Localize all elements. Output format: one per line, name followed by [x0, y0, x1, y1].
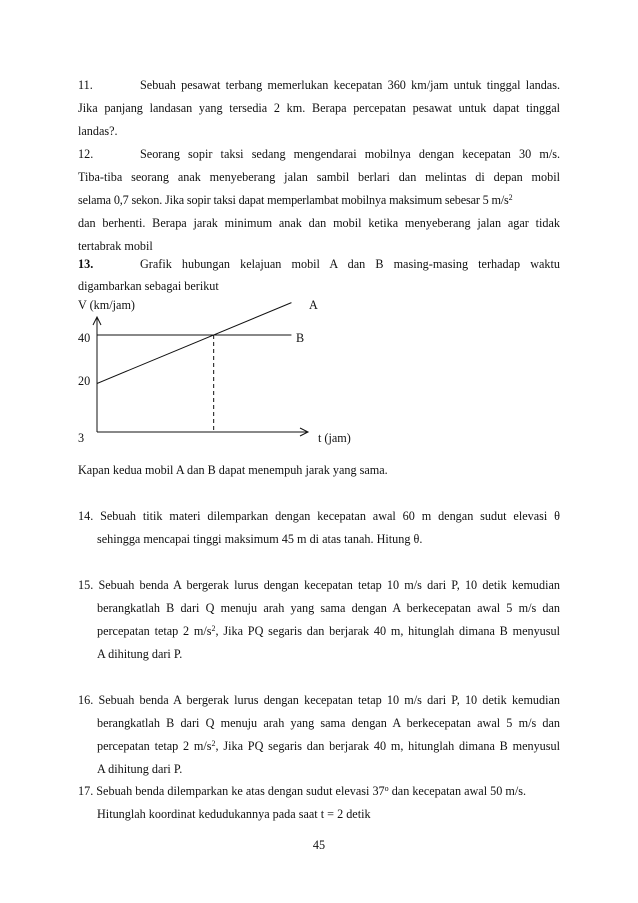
x-axis-label: t (jam)	[318, 431, 351, 445]
q12-line-4: dan berhenti. Berapa jarak minimum anak dan mobil ketika menyeberang jalan agar tidak	[78, 216, 560, 230]
series-label-a: A	[309, 298, 318, 312]
q11-line-1: 11. Sebuah pesawat terbang memerlukan kecepatan 360 km/jam untuk tinggal landas.	[78, 78, 560, 92]
q17-line-1: 17. Sebuah benda dilemparkan ke atas dengan sudut elevasi 37$^o$ dan kecepatan awal 50 m/s.	[78, 784, 527, 798]
q13-line-2: digambarkan sebagai berikut	[78, 279, 219, 293]
q11-line-2: Jika panjang landasan yang tersedia 2 km. Berapa percepatan pesawat untuk dapat tinggal	[78, 101, 560, 115]
q12-line-2: Tiba-tiba seorang anak menyeberang jalan sambil berlari dan melintas di depan mobil	[78, 170, 560, 184]
q15-line-3: percepatan tetap 2 $m/s^2$, Jika PQ segaris dan berjarak 40 m, hitunglah dimana B menyusul	[97, 624, 560, 638]
q12-line-5: tertabrak mobil	[78, 239, 153, 253]
q13-number: 13.	[78, 257, 94, 271]
q13-line-1: 13. Grafik hubungan kelajuan mobil A dan B masing-masing terhadap waktu	[78, 257, 560, 271]
q16-line-4: A dihitung dari P.	[97, 762, 183, 776]
theta-symbol: θ	[554, 509, 560, 523]
q12-line-1: 12. Seorang sopir taksi sedang mengendarai mobilnya dengan kecepatan 30 m/s.	[78, 147, 560, 161]
q14-line-2: sehingga mencapai tinggi maksimum 45 m di atas tanah. Hitung θ.	[97, 532, 423, 546]
q16-line-2: berangkatlah B dari Q menuju arah yang sama dengan A berkecepatan awal 5 m/s dan	[97, 716, 560, 730]
q15-line-1: 15. Sebuah benda A bergerak lurus dengan kecepatan tetap 10 m/s dari P, 10 detik kemudian	[78, 578, 560, 592]
y-tick-label-20: 20	[78, 374, 91, 388]
y-tick-label-40: 40	[78, 331, 91, 345]
q16-line-1: 16. Sebuah benda A bergerak lurus dengan kecepatan tetap 10 m/s dari P, 10 detik kemudian	[78, 693, 560, 707]
page-number: 45	[312, 838, 326, 852]
y-axis-label: V (km/jam)	[78, 298, 135, 312]
q11-number: 11.	[78, 78, 93, 92]
x-tick-label: 3	[78, 431, 85, 445]
series-line-a	[97, 303, 291, 384]
q17-line-2: Hitunglah koordinat kedudukannya pada saat t = 2 detik	[97, 807, 371, 821]
q15-line-4: A dihitung dari P.	[97, 647, 183, 661]
q16-line-3: percepatan tetap 2 $m/s^2$, Jika PQ segaris dan berjarak 40 m, hitunglah dimana B menyusul	[97, 739, 560, 753]
q15-line-2: berangkatlah B dari Q menuju arah yang sama dengan A berkecepatan awal 5 m/s dan	[97, 601, 560, 615]
q14-line-1: 14. Sebuah titik materi dilemparkan dengan kecepatan awal 60 m dengan sudut elevasi θ	[78, 509, 560, 523]
series-label-b: B	[296, 331, 305, 345]
q13-question: Kapan kedua mobil A dan B dapat menempuh jarak yang sama.	[78, 463, 388, 477]
q11-line-3: landas?.	[78, 124, 118, 138]
q12-line-3: selama 0,7 sekon. Jika sopir taksi dapat memperlambat mobilnya maksimum sebesar 5 $m/s^2$	[78, 193, 513, 207]
q12-number: 12.	[78, 147, 94, 161]
